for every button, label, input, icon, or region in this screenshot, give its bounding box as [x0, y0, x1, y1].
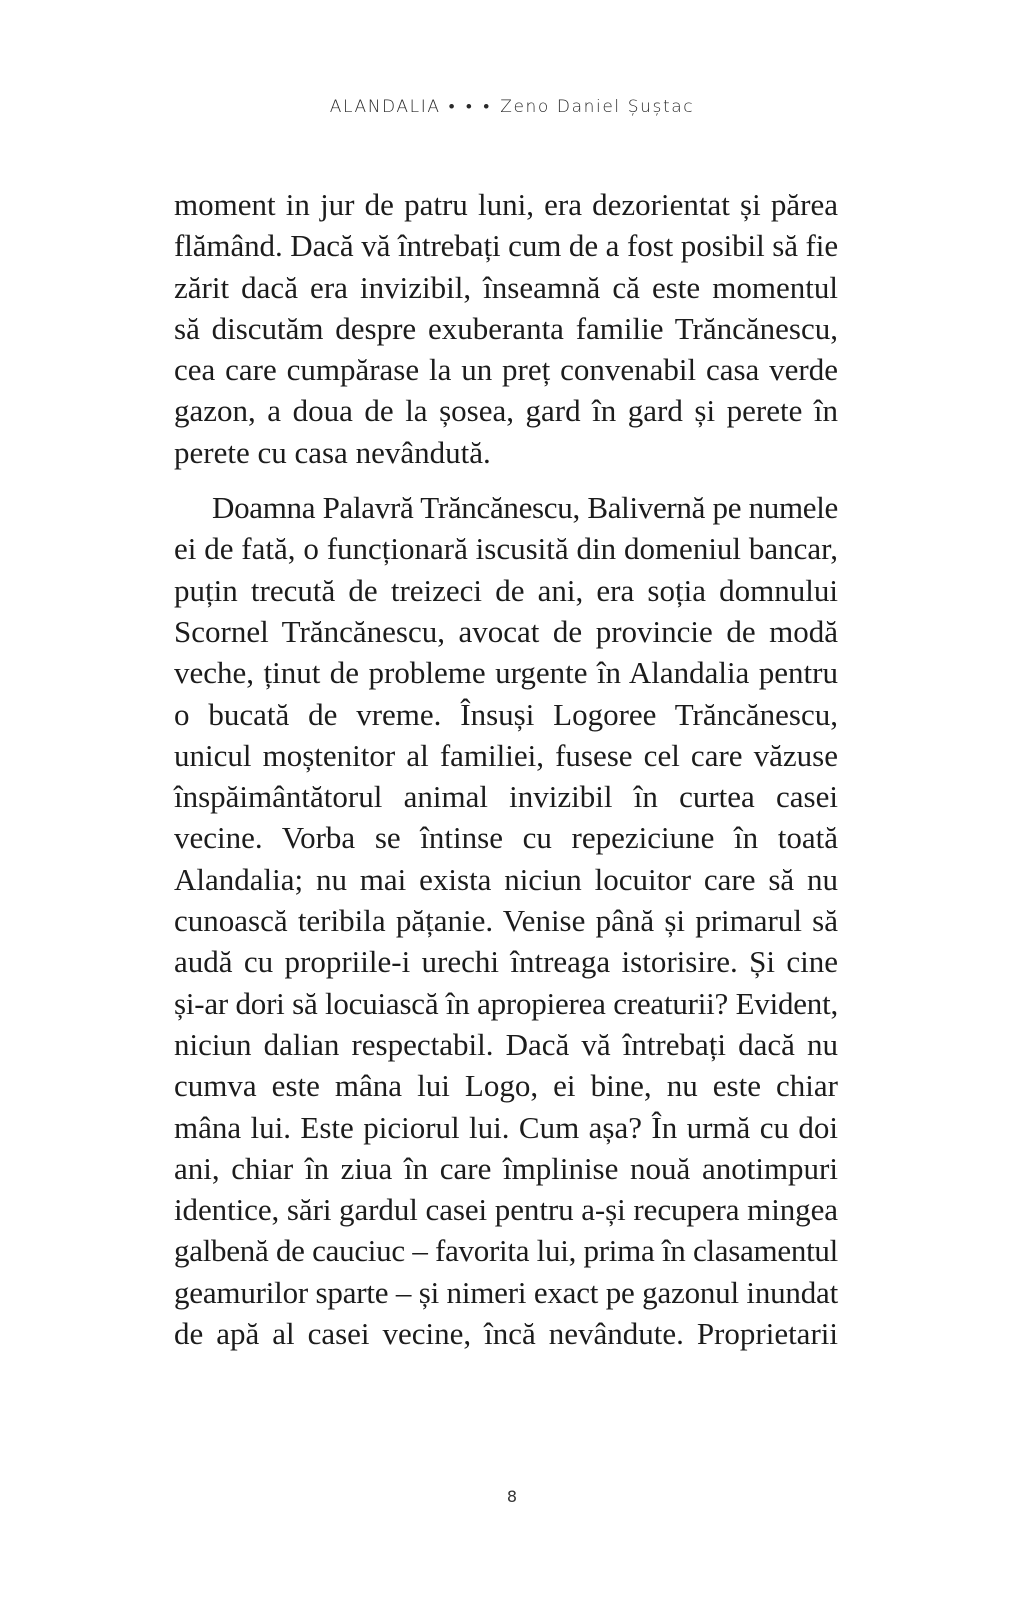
text-line: zărit dacă era invizibil, înseamnă că este momentul	[174, 269, 838, 305]
text-line: să discutăm despre exuberanta familie Trăncănescu,	[174, 310, 838, 346]
text-line: Alandalia; nu mai exista niciun locuitor care să nu	[174, 861, 838, 897]
text-line: mâna lui. Este piciorul lui. Cum așa? În urmă cu doi	[174, 1109, 838, 1145]
text-line: înspăimântătorul animal invizibil în curtea casei	[174, 779, 838, 815]
text-line: o bucată de vreme. Însuși Logoree Trăncănescu,	[174, 696, 838, 732]
text-line: vecine. Vorba se întinse cu repeziciune în toată	[174, 820, 838, 856]
page-body	[174, 184, 838, 1354]
text-line: puțin trecută de treizeci de ani, era soția domnului	[174, 572, 838, 608]
text-line: veche, ținut de probleme urgente în Alandalia pentru	[174, 655, 838, 691]
author-name: Zeno Daniel Șuștac	[500, 97, 695, 117]
paragraph-2	[174, 487, 838, 1354]
text-line: și-ar dori să locuiască în apropierea creaturii? Evident,	[174, 985, 838, 1021]
paragraph-1	[174, 184, 838, 473]
text-line: de apă al casei vecine, încă nevândute. Proprietarii	[174, 1316, 838, 1352]
text-line: niciun dalian respectabil. Dacă vă întrebați dacă nu	[174, 1026, 838, 1062]
text-line: ei de fată, o funcționară iscusită din domeniul bancar,	[174, 531, 838, 567]
text-line: ani, chiar în ziua în care împlinise nouă anotimpuri	[174, 1150, 838, 1186]
text-line: Scornel Trăncănescu, avocat de provincie de modă	[174, 613, 838, 649]
text-line: Doamna Palavră Trăncănescu, Balivernă pe numele	[212, 490, 838, 526]
page-number: 8	[506, 1487, 518, 1506]
book-title: ALANDALIA	[329, 97, 441, 117]
text-line: galbenă de cauciuc – favorita lui, prima în clasamentul	[174, 1233, 838, 1269]
running-header	[0, 97, 1024, 117]
text-line: geamurilor sparte – și nimeri exact pe gazonul inundat	[174, 1274, 838, 1310]
text-line: cea care cumpărase la un preț convenabil casa verde	[174, 352, 838, 388]
text-line: identice, sări gardul casei pentru a-și recupera mingea	[174, 1192, 838, 1228]
text-line: gazon, a doua de la șosea, gard în gard și perete în	[174, 393, 838, 429]
header-separator: • • •	[448, 97, 493, 117]
text-line: cunoască teribila pățanie. Venise până și primarul să	[174, 903, 838, 939]
text-line: cumva este mâna lui Logo, ei bine, nu este chiar	[174, 1068, 838, 1104]
text-line: audă cu propriile-i urechi întreaga istorisire. Și cine	[174, 944, 838, 980]
text-line: perete cu casa nevândută.	[174, 434, 491, 470]
text-line: flămând. Dacă vă întrebați cum de a fost posibil să fie	[174, 228, 838, 264]
text-line: unicul moștenitor al familiei, fusese cel care văzuse	[174, 737, 838, 773]
text-line: moment in jur de patru luni, era dezorientat și părea	[174, 187, 838, 222]
